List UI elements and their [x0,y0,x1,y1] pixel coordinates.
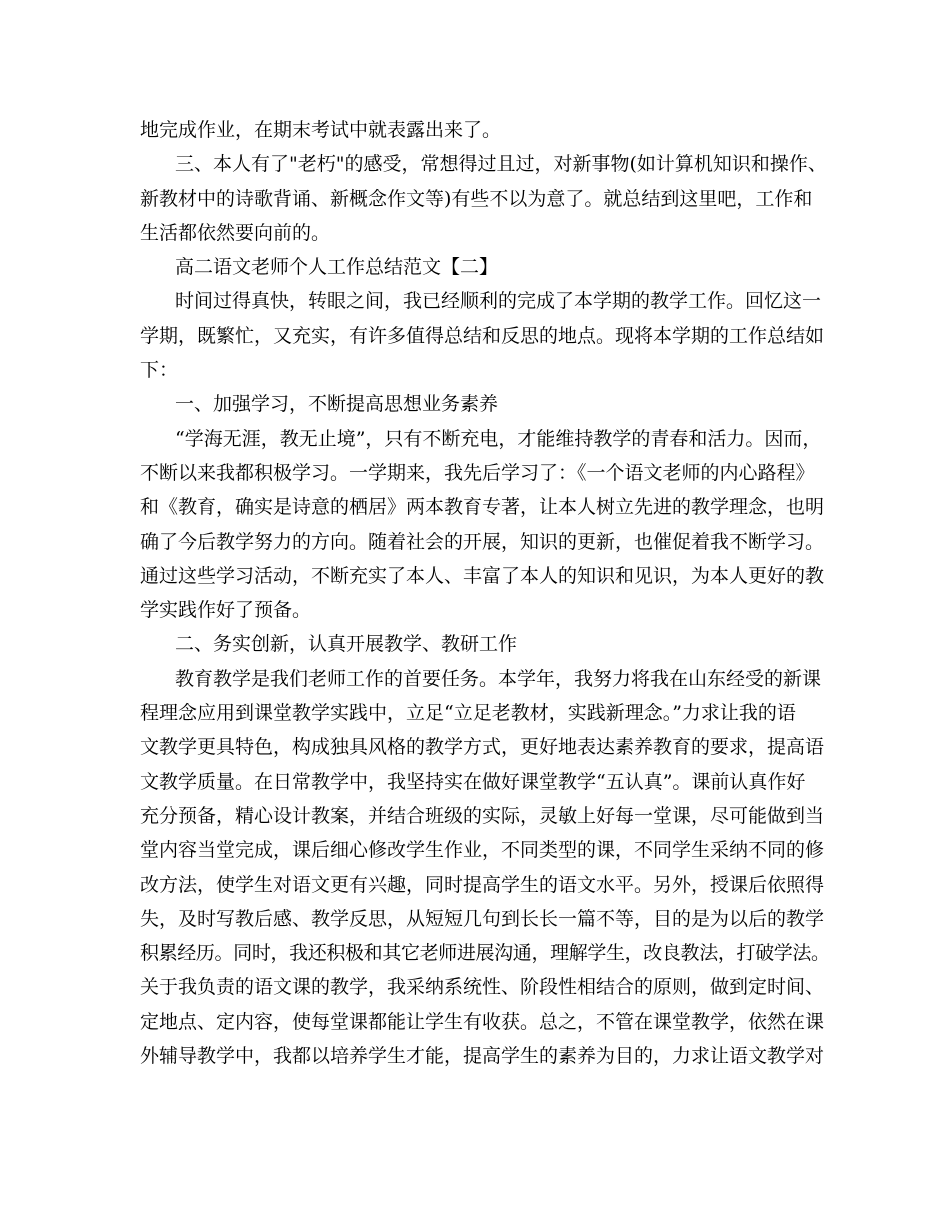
text-line: 一、加强学习，不断提高思想业务素养 [175,393,499,416]
text-line: 生活都依然要向前的。 [140,221,331,244]
text-line: 教育教学是我们老师工作的首要任务。本学年，我努力将我在山东经受的新课 [175,667,822,690]
text-line: 下： [140,359,179,382]
text-line: 改方法，使学生对语文更有兴趣，同时提高学生的语文水平。另外，授课后依照得 [140,873,825,896]
text-line: 文教学更具特色，构成独具风格的教学方式，更好地表达素养教育的要求，提高语 [140,736,825,759]
text-line: 高二语文老师个人工作总结范文【二】 [175,256,499,279]
text-line: “学海无涯，教无止境”，只有不断充电，才能维持教学的青春和活力。因而， [175,427,822,450]
text-line: 不断以来我都积极学习。一学期来，我先后学习了：《一个语文老师的内心路程》 [140,461,815,484]
text-line: 定地点、定内容，使每堂课都能让学生有收获。总之，不管在课堂教学，依然在课 [140,1010,825,1033]
text-line: 和《教育，确实是诗意的栖居》两本教育专著，让本人树立先进的教学理念，也明 [140,496,825,519]
text-line: 三、本人有了"老朽"的感受，常想得过且过，对新事物(如计算机知识和操作、 [175,153,827,176]
text-line: 充分预备，精心设计教案，并结合班级的实际，灵敏上好每一堂课，尽可能做到当 [140,804,825,827]
text-line: 失，及时写教后感、教学反思，从短短几句到长长一篇不等，目的是为以后的教学 [140,907,825,930]
text-line: 学期，既繁忙，又充实，有许多值得总结和反思的地点。现将本学期的工作总结如 [140,324,825,347]
text-line: 外辅导教学中，我都以培养学生才能，提高学生的素养为目的，力求让语文教学对 [140,1045,825,1068]
text-line: 确了今后教学努力的方向。随着社会的开展，知识的更新，也催促着我不断学习。 [140,530,825,553]
text-line: 时间过得真快，转眼之间，我已经顺利的完成了本学期的教学工作。回忆这一 [175,290,822,313]
text-line: 堂内容当堂完成，课后细心修改学生作业，不同类型的课，不同学生采纳不同的修 [140,839,825,862]
text-line: 通过这些学习活动，不断充实了本人、丰富了本人的知识和见识，为本人更好的教 [140,564,825,587]
text-line: 文教学质量。在日常教学中，我坚持实在做好课堂教学“五认真”。课前认真作好 [140,770,806,793]
text-line: 程理念应用到课堂教学实践中，立足“立足老教材，实践新理念。”力求让我的语 [140,702,796,725]
document-body [140,113,830,1073]
text-line: 地完成作业，在期末考试中就表露出来了。 [140,119,502,141]
text-line: 二、务实创新，认真开展教学、教研工作 [175,633,518,656]
text-line: 关于我负责的语文课的教学，我采纳系统性、阶段性相结合的原则，做到定时间、 [140,976,825,999]
text-line: 积累经历。同时，我还积极和其它老师进展沟通，理解学生，改良教法，打破学法。 [140,942,830,965]
text-line: 新教材中的诗歌背诵、新概念作文等)有些不以为意了。就总结到这里吧，工作和 [140,187,813,210]
text-line: 学实践作好了预备。 [140,599,312,622]
